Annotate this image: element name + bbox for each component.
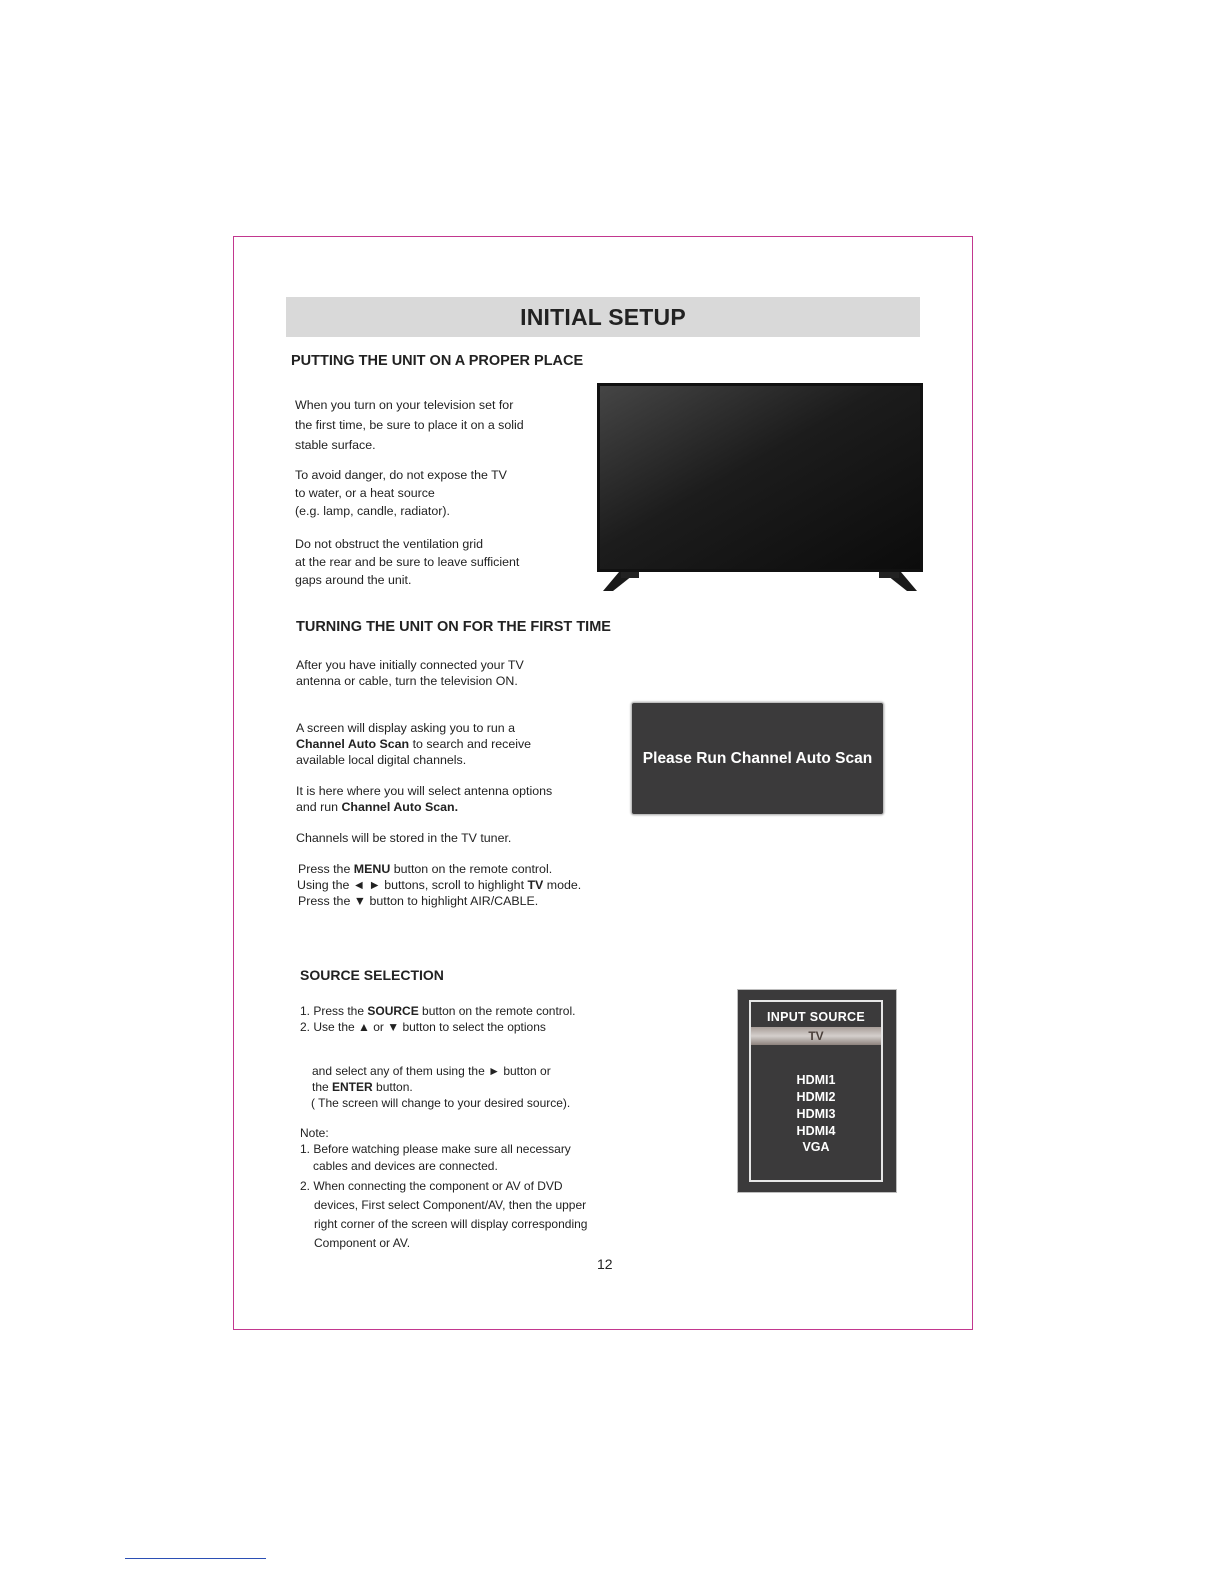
input-source-item: HDMI1: [796, 1073, 836, 1087]
title-bar: [286, 297, 920, 337]
input-source-menu: [737, 989, 897, 1193]
note-block: Note: 1. Before watching please make sure all necessary cables and devices are connected. 2. When connecting the component or AV of DVD devices, First select Component/AV, then the upper right corner of the screen will display corresponding Component or AV.: [300, 1126, 588, 1250]
section-heading-placement: PUTTING THE UNIT ON A PROPER PLACE: [291, 353, 584, 369]
source-steps: 1. Press the SOURCE button on the remote control. 2. Use the ▲ or ▼ button to select the options: [300, 1004, 576, 1034]
input-source-selected: TV: [751, 1027, 881, 1045]
section-heading-source: SOURCE SELECTION: [300, 967, 444, 983]
input-source-list: [751, 1072, 881, 1155]
input-source-item: HDMI3: [796, 1107, 836, 1121]
ventilation-text: Do not obstruct the ventilation grid at the rear and be sure to leave sufficient gaps around the unit.: [295, 537, 520, 587]
menu-instructions: Press the MENU button on the remote control. Using the ◄ ► buttons, scroll to highlight TV mode. Press the ▼ button to highlight AIR/CABLE.: [297, 862, 582, 908]
channels-stored-text: Channels will be stored in the TV tuner.: [296, 831, 512, 845]
section-heading-first-time: TURNING THE UNIT ON FOR THE FIRST TIME: [296, 619, 611, 635]
antenna-options-text: It is here where you will select antenna options and run Channel Auto Scan.: [296, 784, 553, 814]
connect-text: After you have initially connected your TV antenna or cable, turn the television ON.: [296, 658, 524, 688]
page-title: INITIAL SETUP: [520, 303, 686, 330]
auto-scan-screen: [631, 702, 884, 815]
auto-scan-message: Please Run Channel Auto Scan: [642, 749, 873, 767]
footnote-divider: [125, 1558, 266, 1559]
input-source-item: VGA: [802, 1140, 830, 1154]
danger-text: To avoid danger, do not expose the TV to water, or a heat source (e.g. lamp, candle, radiator).: [295, 468, 507, 518]
input-source-title: INPUT SOURCE: [766, 1010, 866, 1024]
input-source-menu-inner: [749, 1000, 883, 1182]
auto-scan-text: A screen will display asking you to run a Channel Auto Scan to search and receive available local digital channels.: [296, 721, 532, 767]
television-illustration: [597, 383, 923, 591]
page-number: 12: [597, 1256, 613, 1272]
input-source-item: HDMI4: [796, 1124, 836, 1138]
input-source-item: HDMI2: [796, 1090, 836, 1104]
placement-text: When you turn on your television set for the first time, be sure to place it on a solid stable surface.: [295, 398, 524, 452]
source-select-text: and select any of them using the ► button or the ENTER button. ( The screen will change to your desired source).: [311, 1064, 571, 1110]
